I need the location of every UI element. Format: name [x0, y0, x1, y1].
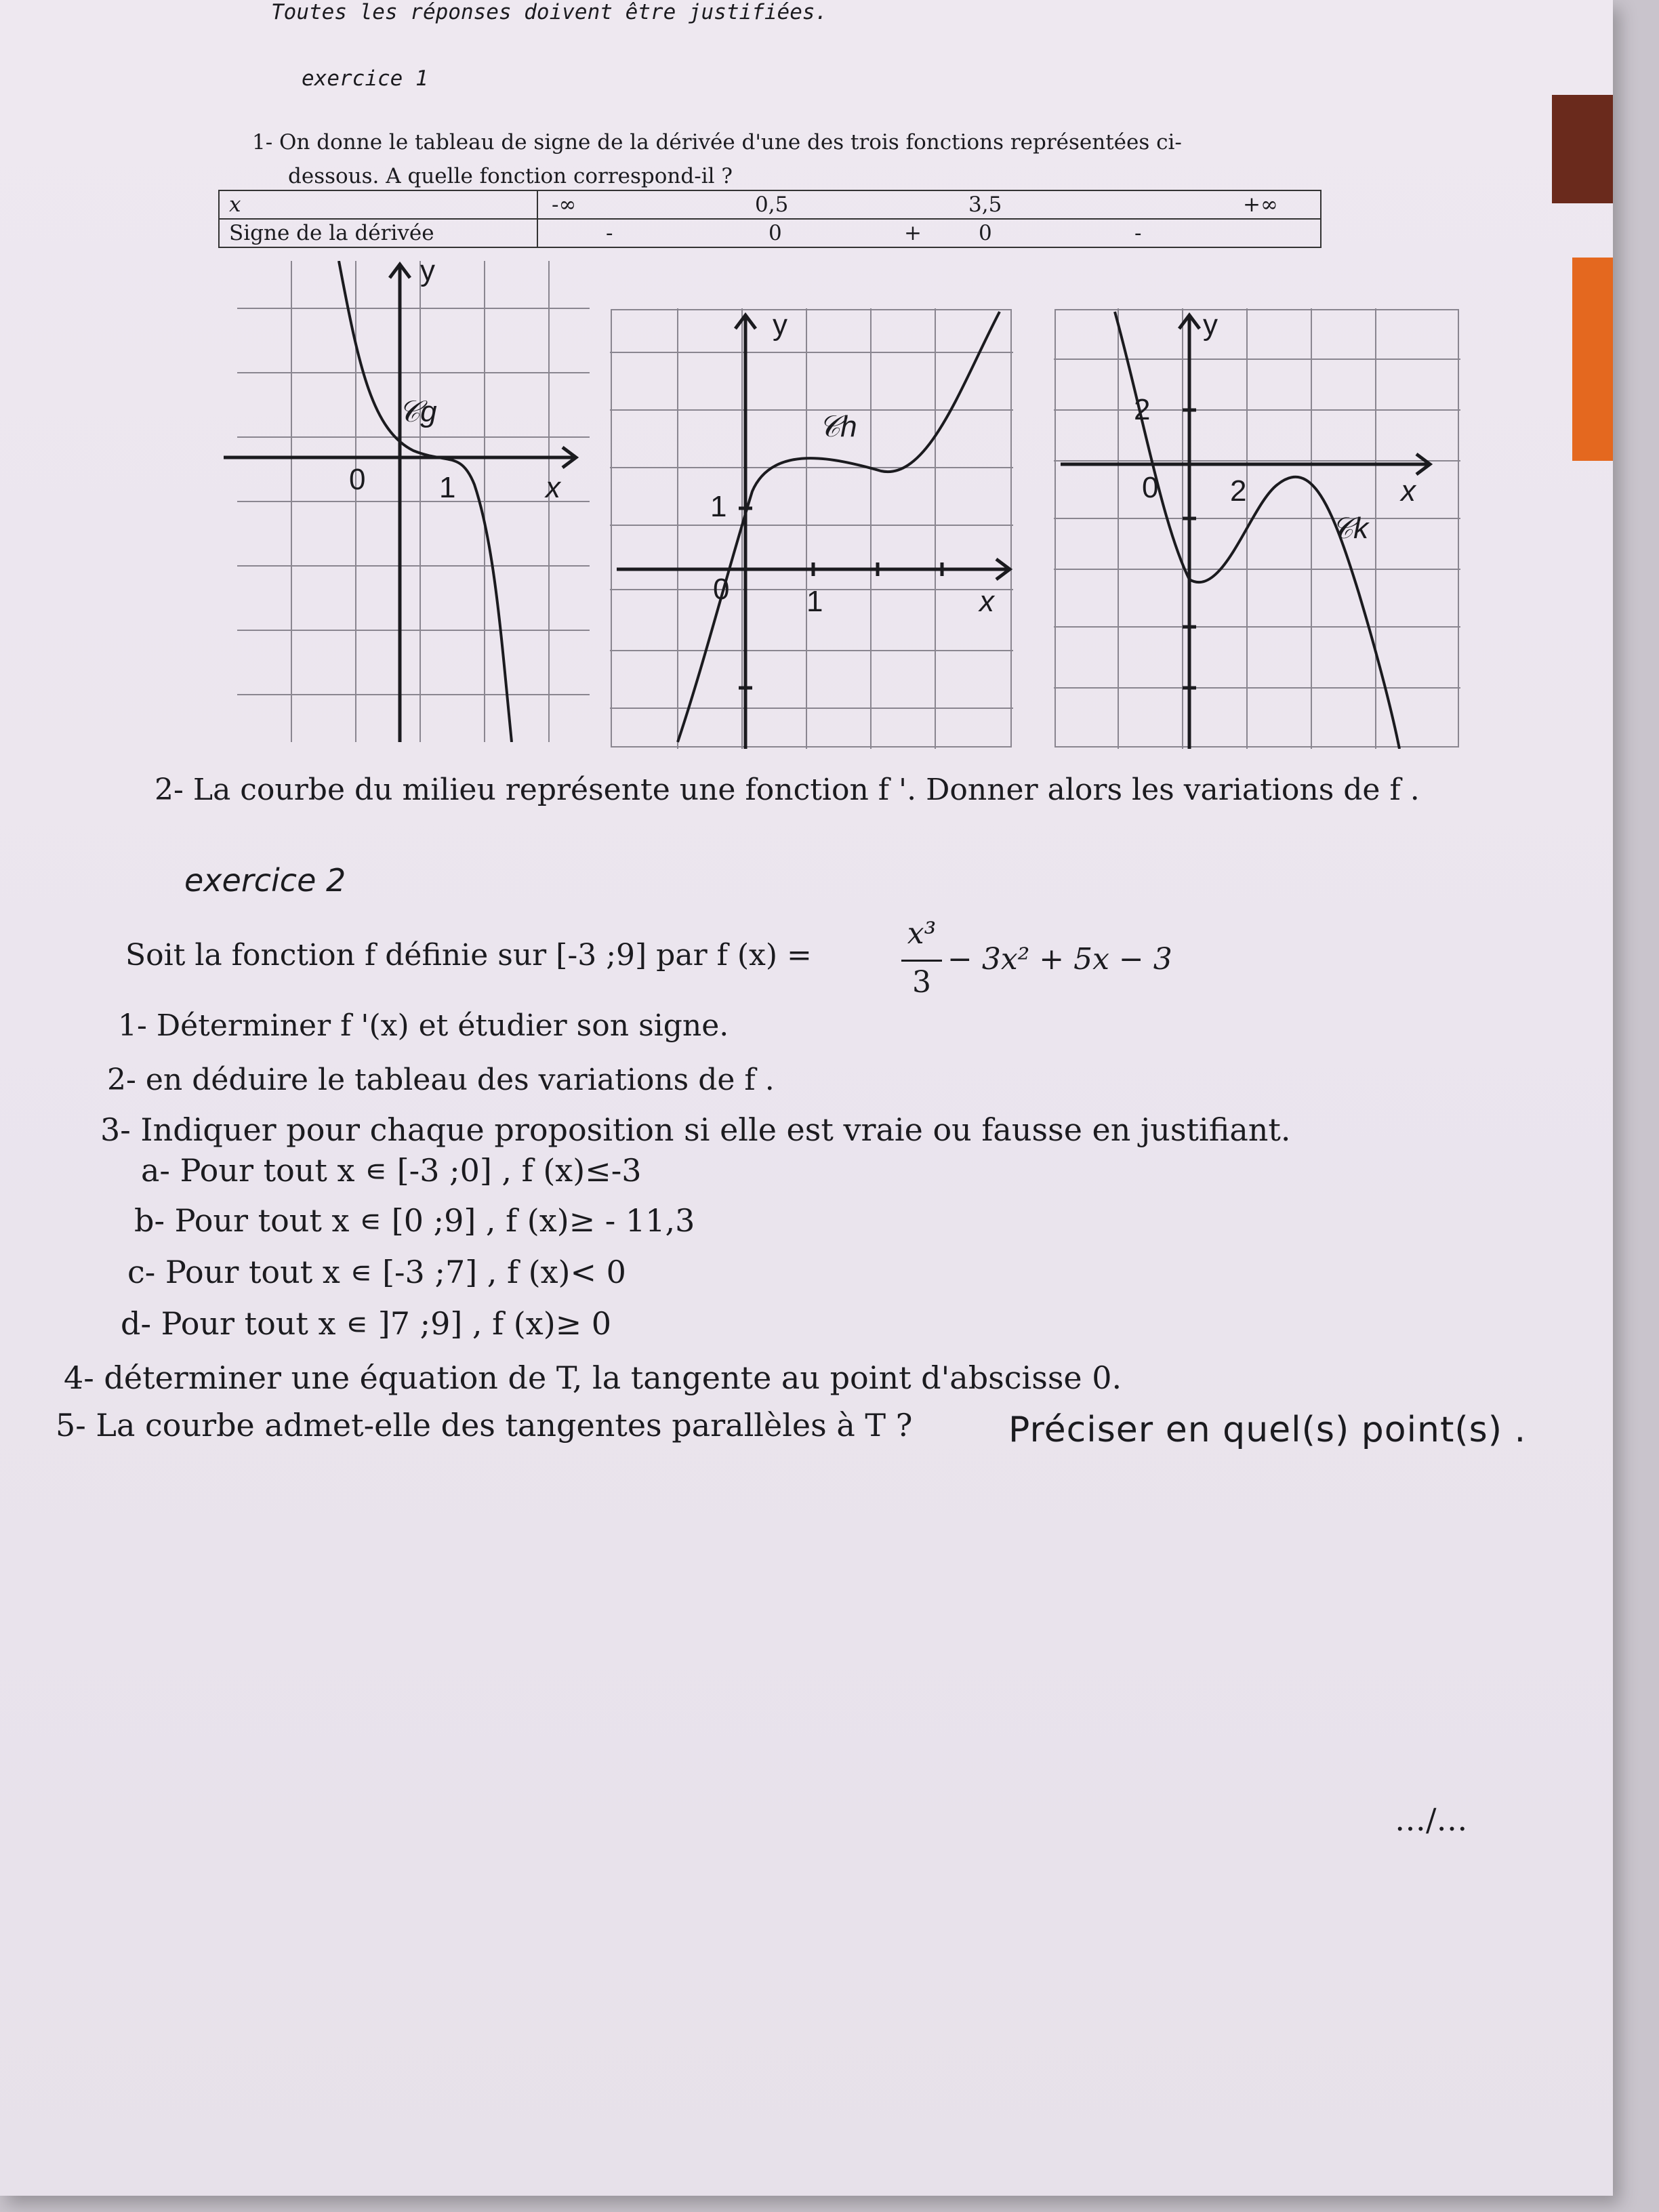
tick-label-y-2: 2 — [1134, 393, 1151, 426]
exercise-1-title: exercice 1 — [302, 66, 428, 91]
sign-zero-2: 0 — [979, 221, 992, 245]
background-object — [1552, 95, 1613, 203]
derivative-sign-table — [218, 190, 1322, 248]
ex1-question-2: 2- La courbe du milieu représente une fonction f '. Donner alors les variations de f . — [155, 773, 1420, 807]
x-axis-label: x — [979, 585, 994, 618]
fraction-denominator: 3 — [912, 965, 931, 1000]
y-axis-label: y — [1203, 308, 1218, 342]
x-axis-label: x — [546, 471, 560, 504]
ex2-question-1: 1- Déterminer f '(x) et étudier son signe. — [118, 1008, 729, 1043]
table-row-label-derivative: Signe de la dérivée — [219, 219, 537, 247]
sign-positive: + — [904, 221, 922, 245]
tick-label-y-1: 1 — [710, 490, 727, 523]
ex1-question-1-line2: dessous. A quelle fonction correspond-il ? — [288, 164, 733, 188]
continuation-marker: …/… — [1395, 1801, 1468, 1838]
fraction-bar — [901, 960, 942, 962]
curve-label-ck: 𝒞k — [1332, 512, 1369, 545]
x-value-3-5: 3,5 — [968, 192, 1002, 217]
origin-label: 0 — [1142, 471, 1159, 504]
exercise-2-title: exercice 2 — [184, 862, 346, 899]
ex2-question-2: 2- en déduire le tableau des variations de f . — [107, 1063, 775, 1097]
curve-label-cg: 𝒞g — [398, 395, 437, 428]
tick-label-x-1: 1 — [806, 585, 823, 618]
graph-cg — [224, 254, 590, 742]
instruction-text: Toutes les réponses doivent être justifiées. — [271, 0, 828, 24]
ex2-proposition-c: c- Pour tout x ∊ [-3 ;7] , f (x)< 0 — [127, 1254, 626, 1290]
background-object — [1572, 258, 1613, 461]
ex2-intro: Soit la fonction f définie sur [-3 ;9] par f (x) = — [125, 938, 812, 972]
x-value-minus-infinity: -∞ — [552, 192, 577, 217]
ex2-question-4: 4- déterminer une équation de T, la tangente au point d'abscisse 0. — [64, 1359, 1122, 1396]
ex2-proposition-a: a- Pour tout x ∊ [-3 ;0] , f (x)≤-3 — [141, 1152, 642, 1189]
tick-label-1: 1 — [439, 471, 456, 504]
formula-rest: − 3x² + 5x − 3 — [947, 942, 1172, 977]
fraction-numerator: x³ — [907, 916, 937, 951]
table-signs — [537, 219, 1321, 247]
curve-label-ch: 𝒞h — [819, 410, 857, 443]
handwritten-note: Préciser en quel(s) point(s) . — [1008, 1410, 1527, 1450]
table-x-values — [537, 190, 1321, 219]
x-axis-label: x — [1401, 474, 1416, 508]
y-axis-label: y — [420, 254, 435, 287]
x-value-plus-infinity: +∞ — [1243, 192, 1278, 217]
origin-label: 0 — [349, 463, 366, 496]
sign-zero-1: 0 — [769, 221, 782, 245]
sign-negative-1: - — [606, 221, 613, 245]
sign-negative-2: - — [1134, 221, 1142, 245]
ex2-question-3: 3- Indiquer pour chaque proposition si elle est vraie ou fausse en justifiant. — [100, 1111, 1291, 1148]
tick-label-x-2: 2 — [1230, 474, 1247, 508]
graph-ch — [610, 308, 1013, 749]
origin-label: 0 — [713, 573, 730, 606]
graph-ck — [1054, 308, 1460, 749]
ex2-proposition-b: b- Pour tout x ∊ [0 ;9] , f (x)≥ - 11,3 — [134, 1202, 695, 1239]
ex2-question-5: 5- La courbe admet-elle des tangentes parallèles à T ? — [56, 1407, 913, 1443]
x-value-0-5: 0,5 — [755, 192, 789, 217]
y-axis-label: y — [773, 308, 787, 342]
ex1-question-1-line1: 1- On donne le tableau de signe de la dérivée d'une des trois fonctions représentées ci- — [252, 130, 1182, 155]
table-row-label-x: x — [219, 190, 537, 219]
ex2-proposition-d: d- Pour tout x ∊ ]7 ;9] , f (x)≥ 0 — [121, 1305, 612, 1342]
